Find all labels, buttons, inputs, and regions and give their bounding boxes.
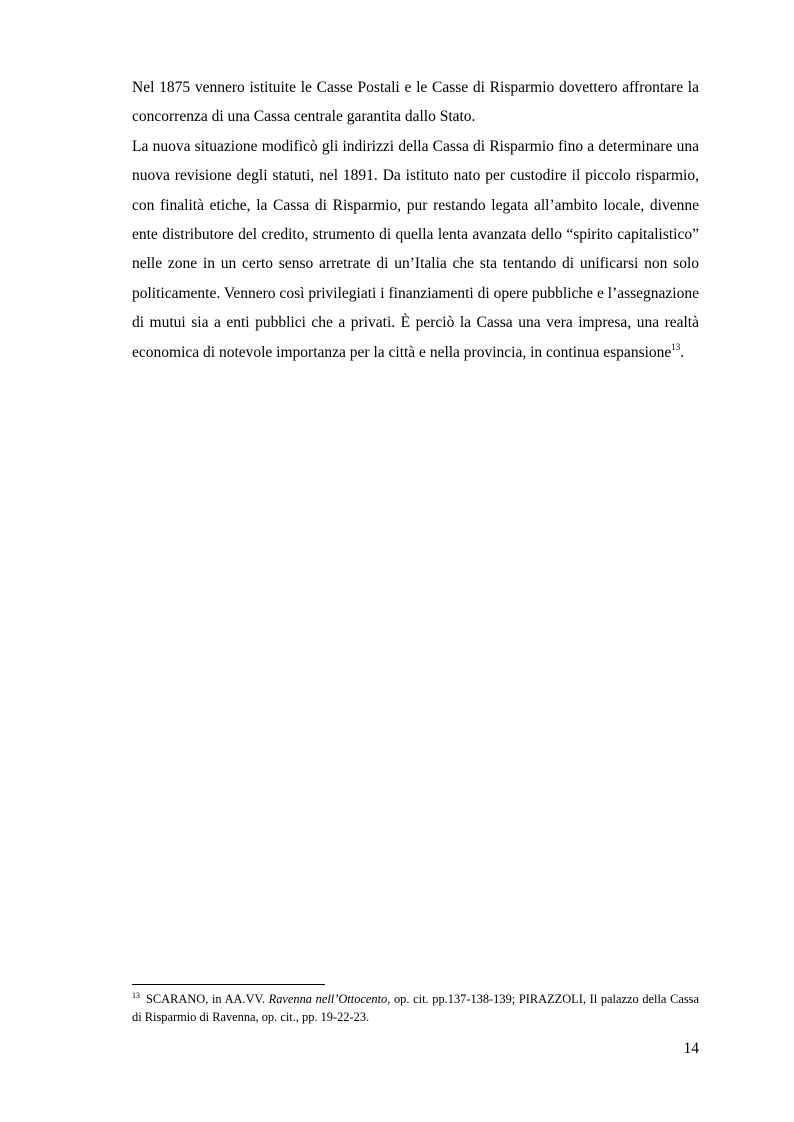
footnote-reference[interactable]: 13 bbox=[671, 341, 681, 352]
paragraph-2-text: La nuova situazione modificò gli indirizzi della Cassa di Risparmio fino a determinare una nuova revisione degli statuti, nel 1891. Da istituto nato per custodire il piccolo risparmio, con finalità etiche, la Cassa di Risparmio, pur restando legata all’ambito locale, divenne ente distributore del credito, strumento di quella lenta avanzata dello “spirito capitalistico” nelle zone in un certo senso arretrate di un’Italia che sta tentando di unificarsi non solo politicamente. Vennero così privilegiati i finanziamenti di opere pubbliche e l’assegnazione di mutui sia a enti pubblici che a privati. È perciò la Cassa una vera impresa, una realtà economica di notevole importanza per la città e nella provincia, in continua espansione bbox=[132, 137, 699, 361]
footnote-text-start: SCARANO, in AA.VV. bbox=[146, 992, 269, 1006]
paragraph-2-end: . bbox=[680, 343, 685, 361]
footnote-number: 13 bbox=[132, 991, 140, 1000]
paragraph-2 bbox=[132, 132, 699, 367]
main-text bbox=[132, 73, 699, 367]
page-number: 14 bbox=[683, 1040, 699, 1057]
footnote-13 bbox=[132, 990, 699, 1026]
footnote-separator bbox=[132, 984, 325, 985]
paragraph-1: Nel 1875 vennero istituite le Casse Postali e le Casse di Risparmio dovettero affrontare la concorrenza di una Cassa centrale garantita dallo Stato. bbox=[132, 79, 699, 126]
footnote-text-end: , op. cit. pp.137-138-139; PIRAZZOLI, Il palazzo della Cassa di Risparmio di Ravenna, op. cit., pp. 19-22-23. bbox=[132, 992, 699, 1024]
footnote-book-title: Ravenna nell’Ottocento bbox=[268, 992, 388, 1006]
